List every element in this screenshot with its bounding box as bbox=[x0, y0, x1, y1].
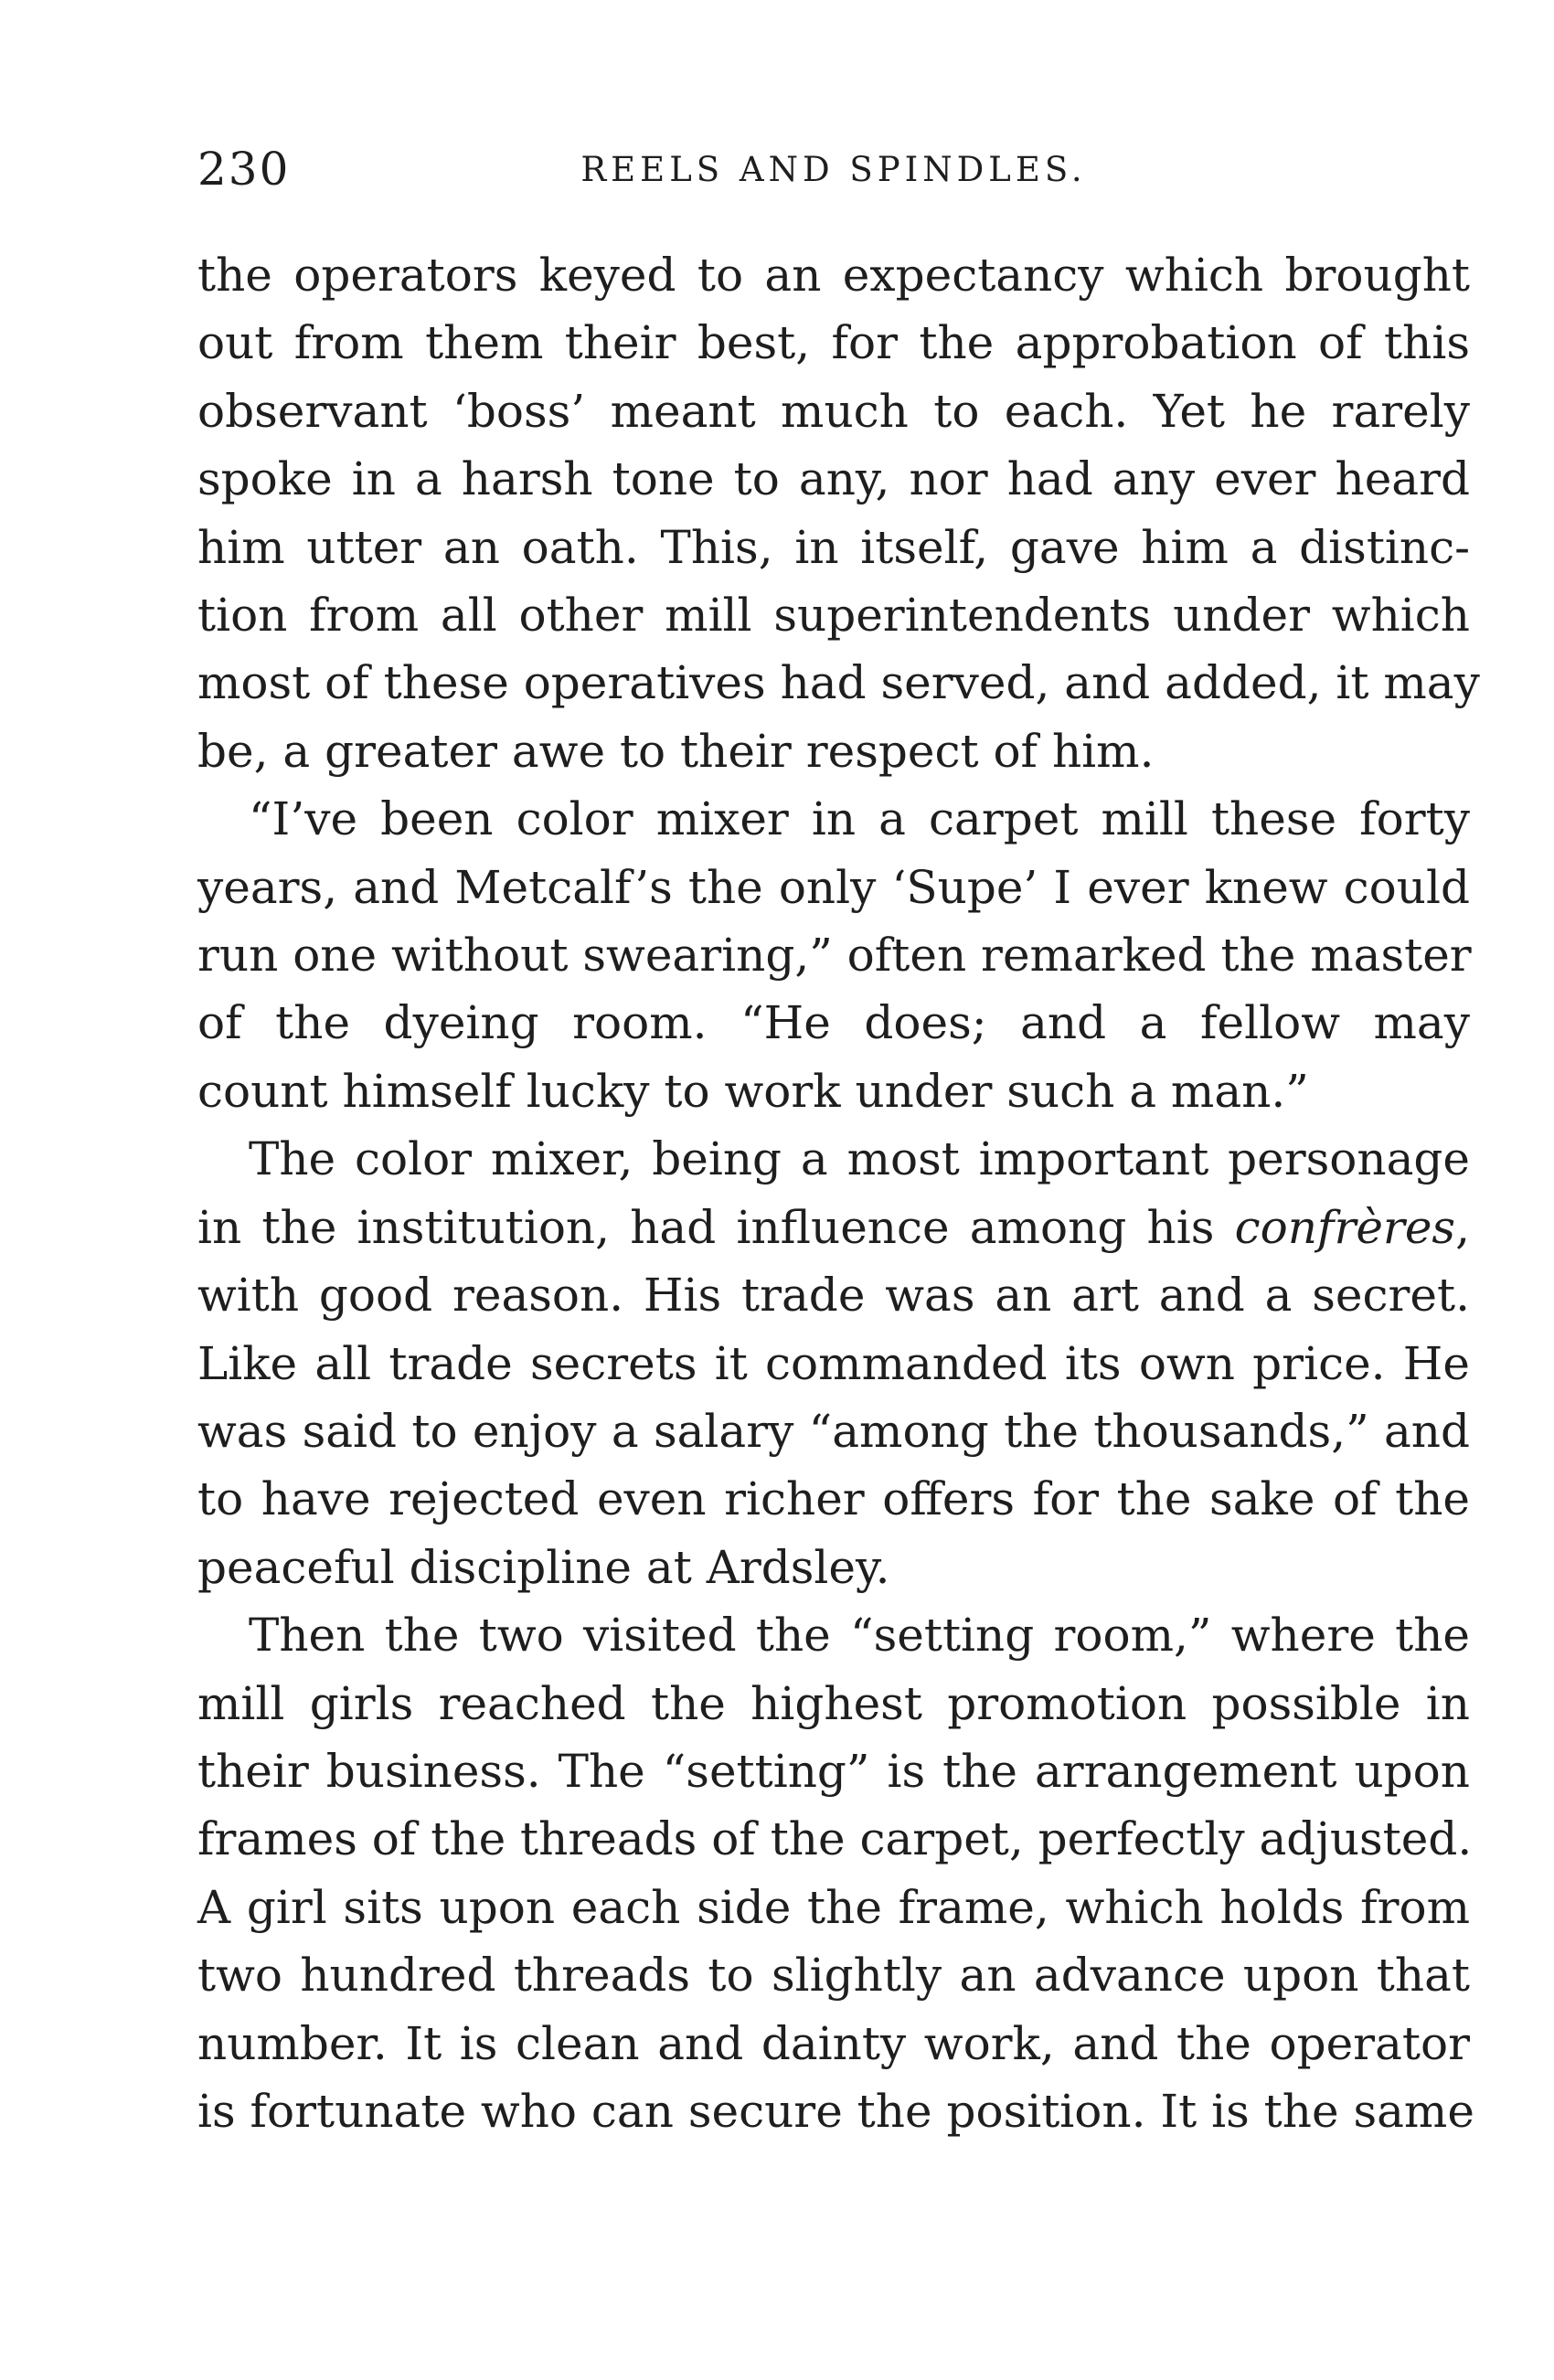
text-line: tion from all other mill superintendents under which bbox=[197, 589, 1470, 643]
text-run: , bbox=[1455, 1200, 1470, 1254]
text-line: of the dyeing room. “He does; and a fellow may bbox=[197, 996, 1470, 1050]
italic-word: confrères bbox=[1234, 1200, 1456, 1254]
body-text bbox=[197, 241, 1480, 2145]
paragraph-4 bbox=[197, 1601, 1474, 2145]
text-line: the operators keyed to an expectancy which brought bbox=[197, 249, 1470, 302]
text-line: is fortunate who can secure the position. It is the same bbox=[197, 2084, 1474, 2138]
text-line: The color mixer, being a most important personage bbox=[249, 1132, 1470, 1186]
text-line: run one without swearing,” often remarked the master bbox=[197, 929, 1472, 983]
paragraph-1 bbox=[197, 241, 1480, 785]
text-line: two hundred threads to slightly an advance upon that bbox=[197, 1949, 1470, 2003]
text-line: was said to enjoy a salary “among the thousands,” and bbox=[197, 1404, 1470, 1458]
text-line: observant ‘boss’ meant much to each. Yet he rarely bbox=[197, 384, 1470, 438]
page-number: 230 bbox=[197, 143, 291, 196]
text-line: their business. The “setting” is the arrangement upon bbox=[197, 1744, 1470, 1798]
running-head bbox=[197, 137, 1470, 201]
text-line: Then the two visited the “setting room,” where the bbox=[249, 1609, 1470, 1663]
text-line-with-italic bbox=[197, 1194, 1470, 1261]
text-line: number. It is clean and dainty work, and the operator bbox=[197, 2016, 1470, 2070]
paragraph-2 bbox=[197, 785, 1470, 1125]
text-line: be, a greater awe to their respect of him. bbox=[197, 724, 1155, 778]
text-line: Like all trade secrets it commanded its own price. He bbox=[197, 1336, 1470, 1390]
text-line: A girl sits upon each side the frame, which holds from bbox=[197, 1880, 1470, 1934]
text-line: spoke in a harsh tone to any, nor had any ever heard bbox=[197, 452, 1470, 506]
text-line: mill girls reached the highest promotion possible in bbox=[197, 1676, 1470, 1730]
running-title: REELS AND SPINDLES. bbox=[580, 150, 1087, 189]
text-line: most of these operatives had served, and added, it may bbox=[197, 656, 1480, 710]
text-line: peaceful discipline at Ardsley. bbox=[197, 1540, 890, 1594]
text-line: years, and Metcalf’s the only ‘Supe’ I ever knew could bbox=[197, 860, 1470, 914]
text-line: out from them their best, for the approbation of this bbox=[197, 316, 1470, 370]
text-line: count himself lucky to work under such a man.” bbox=[197, 1064, 1309, 1118]
text-line: “I’ve been color mixer in a carpet mill these forty bbox=[249, 792, 1470, 846]
text-line: frames of the threads of the carpet, perfectly adjusted. bbox=[197, 1812, 1473, 1866]
text-line: to have rejected even richer offers for the sake of the bbox=[197, 1472, 1470, 1526]
text-line: with good reason. His trade was an art and a secret. bbox=[197, 1269, 1470, 1323]
paragraph-3 bbox=[197, 1125, 1470, 1601]
text-line: him utter an oath. This, in itself, gave him a distinc- bbox=[197, 520, 1470, 574]
text-run: in the institution, had influence among his bbox=[197, 1200, 1235, 1254]
